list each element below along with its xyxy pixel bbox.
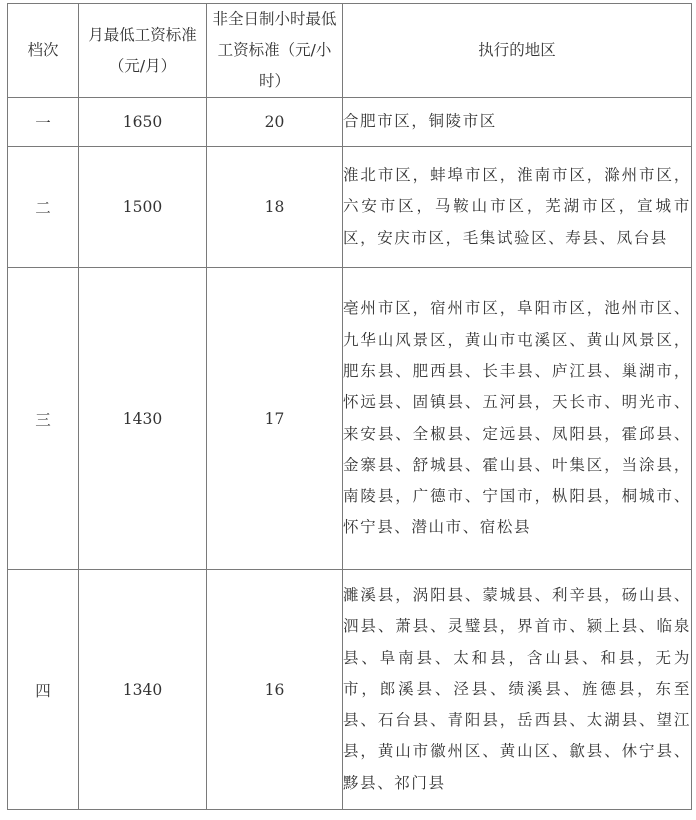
regions-text: 亳州市区，宿州市区，阜阳市区，池州市区、九华山风景区，黄山市屯溪区、黄山风景区，肥东县、肥西县、长丰县、庐江县、巢湖市，怀远县、固镇县、五河县，天长市、明光市、来安县、全椒县、定远县、凤阳县，霍邱县、金寨县、舒城县、霍山县、叶集区，当涂县，南陵县，广德市、宁国市，枞阳县，桐城市、怀宁县、潜山市、宿松县 — [343, 299, 691, 537]
regions-cell — [343, 268, 692, 570]
monthly-wage-cell: 1340 — [79, 570, 207, 810]
header-row — [8, 4, 692, 98]
hourly-wage-cell: 18 — [207, 147, 343, 268]
header-hourly-wage: 非全日制小时最低工资标准（元/小时） — [207, 4, 343, 98]
tier-cell: 四 — [8, 570, 79, 810]
monthly-wage-cell: 1650 — [79, 98, 207, 147]
regions-cell — [343, 147, 692, 268]
table-row — [8, 268, 692, 570]
hourly-wage-cell: 16 — [207, 570, 343, 810]
tier-cell: 三 — [8, 268, 79, 570]
tier-cell: 一 — [8, 98, 79, 147]
regions-text: 合肥市区，铜陵市区 — [343, 112, 497, 131]
regions-cell — [343, 570, 692, 810]
monthly-wage-cell: 1430 — [79, 268, 207, 570]
table-row — [8, 98, 692, 147]
regions-text: 濉溪县，涡阳县、蒙城县、利辛县，砀山县、泗县、萧县、灵璧县，界首市、颍上县、临泉县、阜南县、太和县，含山县、和县，无为市，郎溪县、泾县、绩溪县、旌德县，东至县、石台县、青阳县，岳西县、太湖县、望江县，黄山市徽州区、黄山区、歙县、休宁县、黟县、祁门县 — [343, 585, 691, 792]
regions-cell — [343, 98, 692, 147]
table-row — [8, 147, 692, 268]
minimum-wage-table — [7, 3, 692, 810]
monthly-wage-cell: 1500 — [79, 147, 207, 268]
hourly-wage-cell: 20 — [207, 98, 343, 147]
hourly-wage-cell: 17 — [207, 268, 343, 570]
regions-text: 淮北市区，蚌埠市区，淮南市区，滁州市区，六安市区，马鞍山市区，芜湖市区，宣城市区，安庆市区，毛集试验区、寿县、凤台县 — [343, 166, 691, 247]
header-monthly-wage: 月最低工资标准（元/月） — [79, 4, 207, 98]
table-row — [8, 570, 692, 810]
header-regions: 执行的地区 — [343, 4, 692, 98]
tier-cell: 二 — [8, 147, 79, 268]
header-tier: 档次 — [8, 4, 79, 98]
